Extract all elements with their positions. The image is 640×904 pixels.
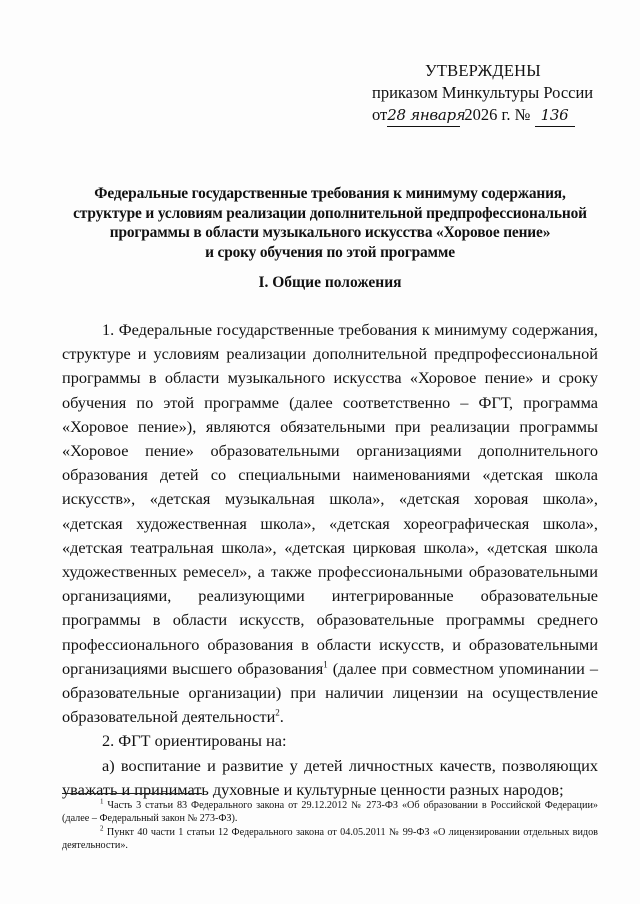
approval-order-line: приказом Минкультуры России xyxy=(372,83,594,102)
footnote-1-mark: 1 xyxy=(100,797,104,806)
handwritten-order-number: 136 xyxy=(535,104,575,127)
paragraph-2: 2. ФГТ ориентированы на: xyxy=(102,731,287,751)
footnote-ref-2[interactable]: 2 xyxy=(275,707,280,718)
approval-year-number-label: 2026 г. № xyxy=(464,105,531,124)
footnote-1-text: Часть 3 статьи 83 Федерального закона от 29.12.2012 № 273-ФЗ «Об образовании в Российской Федерации» (далее – Федеральный закон № 273-ФЗ). xyxy=(62,800,598,825)
document-title xyxy=(60,184,600,262)
title-line-1: Федеральные государственные требования к минимуму содержания, xyxy=(94,185,566,202)
footnote-ref-1[interactable]: 1 xyxy=(323,659,328,670)
footnotes xyxy=(62,799,598,853)
approval-block xyxy=(372,60,612,127)
title-line-3: программы в области музыкального искусства «Хоровое пение» xyxy=(109,224,551,241)
section-heading: I. Общие положения xyxy=(258,274,402,291)
footnote-2 xyxy=(62,826,598,853)
footnote-1 xyxy=(62,799,598,826)
footnote-2-mark: 2 xyxy=(100,824,104,833)
handwritten-date: 28 января xyxy=(387,104,460,127)
footnote-separator xyxy=(62,793,202,794)
paragraph-1 xyxy=(62,318,598,729)
title-line-4: и сроку обучения по этой программе xyxy=(205,243,455,261)
paragraph-1-text: 1. Федеральные государственные требования к минимуму содержания, структуре и условиям реализации дополнительной предпрофессиональной программы в области музыкального искусства «Хоровое пение» и сроку обучения по этой программе (далее соответственно – ФГТ, программа «Хоровое пение»), являются обязательными при реализации программы «Хоровое пение» образовательными организациями дополнительного образования детей со специальными наименованиями «детская школа искусств», «детская музыкальная школа», «детская хоровая школа», «детская художественная школа», «детская хореографическая школа», «детская театральная школа», «детская цирковая школа», «детская школа художественных ремесел», а также профессиональными образовательными организациями, реализующими интегрированные образовательные программы в области искусств, образовательные программы среднего профессионального образования в области искусств, и образовательными организациями высшего образования xyxy=(62,320,598,678)
footnote-2-text: Пункт 40 части 1 статьи 12 Федерального закона от 04.05.2011 № 99-ФЗ «О лицензировании отдельных видов деятельности». xyxy=(62,826,598,852)
approval-from-label: от xyxy=(372,105,388,124)
approval-heading: УТВЕРЖДЕНЫ xyxy=(425,61,541,80)
title-line-2: структуре и условиям реализации дополнительной предпрофессиональной xyxy=(73,204,587,222)
paragraph-1-continuation: (далее при совместном упоминании – образовательные организации) при наличии лицензии на осуществление образовательной деятельности xyxy=(62,658,598,727)
document-body xyxy=(62,318,598,802)
paragraph-3: а) воспитание и развитие у детей личностных качеств, позволяющих уважать и принимать духовные и культурные ценности разных народов; xyxy=(62,755,598,799)
paragraph-1-end: . xyxy=(279,707,284,727)
approval-date-line xyxy=(372,104,612,127)
